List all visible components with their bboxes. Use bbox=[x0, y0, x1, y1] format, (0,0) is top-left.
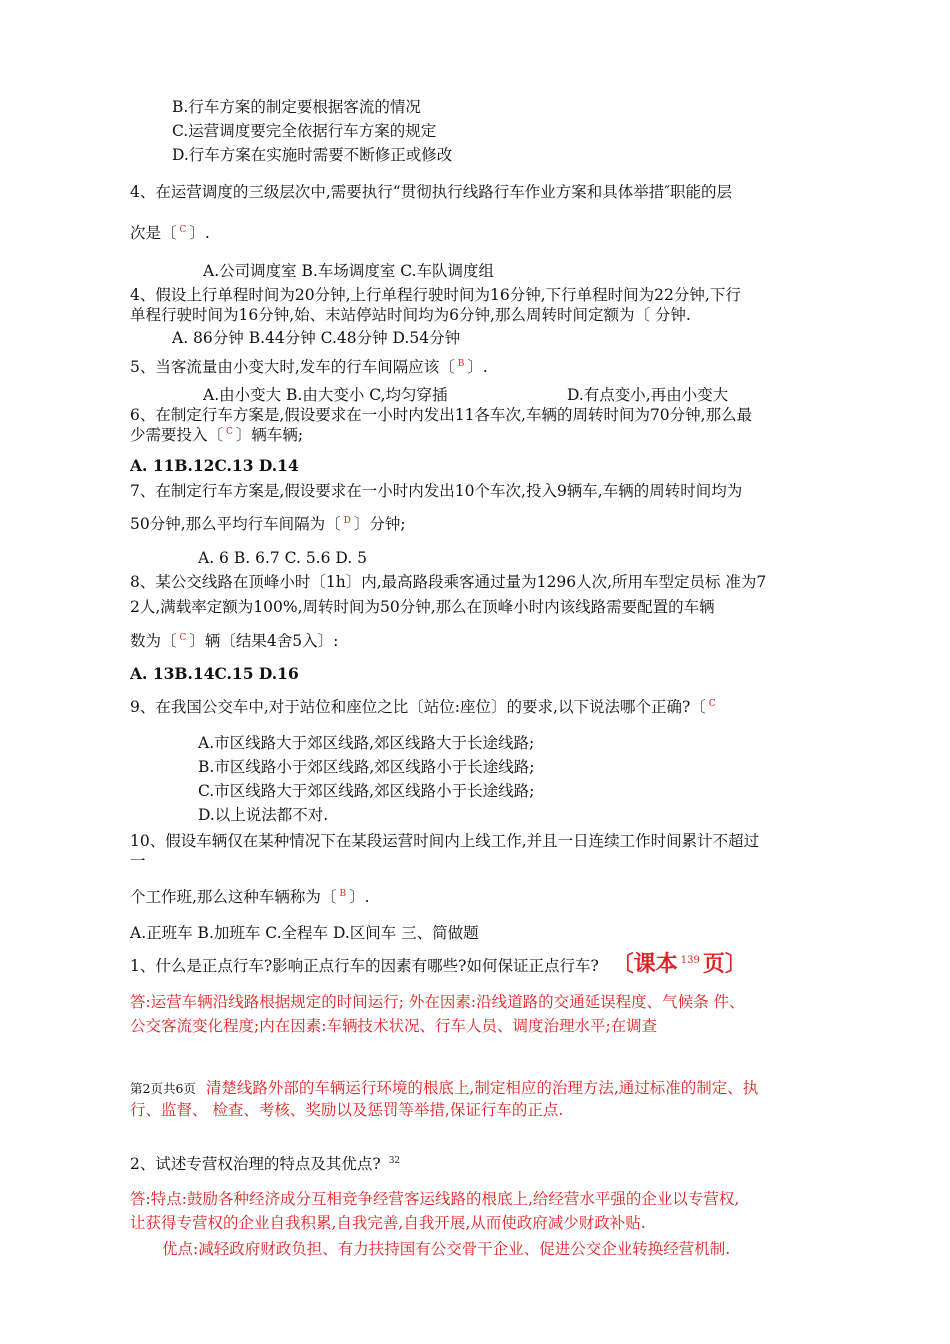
answer-2-line3: 优点:减轻政府财政负担、有力扶持国有公交骨干企业、促进公交企业转换经营机制. bbox=[162, 1240, 731, 1258]
question-6-line1: 6、在制定行车方案是,假设要求在一小时内发出11各车次,车辆的周转时间为70分钟,那么最 bbox=[130, 406, 753, 424]
question-5-answer: B bbox=[457, 359, 465, 369]
answer-1-line3-text: 清楚线路外部的车辆运行环境的根底上,制定相应的治理方法,通过标准的制定、执 bbox=[205, 1079, 759, 1097]
option-b-line: B.行车方案的制定要根据客流的情况 bbox=[172, 98, 421, 116]
question-9-option-a: A.市区线路大于郊区线路,郊区线路大于长途线路; bbox=[198, 734, 535, 752]
answer-2-line2: 让获得专营权的企业自我积累,自我完善,自我开展,从而使政府减少财政补贴. bbox=[130, 1214, 646, 1232]
question-5-options-abc: A.由小变大 B.由大变小 C,均匀穿插 bbox=[203, 386, 448, 404]
question-10-text: 个工作班,那么这种车辆称为〔 bbox=[130, 888, 337, 906]
question-4b-line1: 4、假设上行单程时间为20分钟,上行单程行驶时间为16分钟,下行单程时间为22分钟,下行 bbox=[130, 286, 741, 304]
question-4a-line1: 4、在运营调度的三级层次中,需要执行“贯彻执行线路行车作业方案和具体举措″职能的层 bbox=[130, 183, 733, 201]
textbook-reference bbox=[612, 951, 747, 977]
question-10-options: A.正班车 B.加班车 C.全程车 D.区间车 三、简做题 bbox=[130, 924, 479, 942]
question-4b-options: A. 86分钟 B.44分钟 C.48分钟 D.54分钟 bbox=[172, 329, 461, 347]
question-9-option-b: B.市区线路小于郊区线路,郊区线路小于长途线路; bbox=[198, 758, 535, 776]
short-question-2-text: 2、试述专营权治理的特点及其优点? bbox=[130, 1155, 381, 1173]
question-8-text: 数为〔 bbox=[130, 632, 177, 650]
answer-1-line4: 行、监督、 检查、考核、奖励以及惩罚等举措,保证行车的正点. bbox=[130, 1101, 564, 1119]
question-6-answer: C bbox=[226, 427, 233, 437]
short-question-1 bbox=[130, 951, 747, 977]
question-10-line1-wrap: 一 bbox=[130, 852, 146, 870]
question-10-text-end: 〕. bbox=[349, 888, 370, 906]
page-footer: 第2页共6页 bbox=[130, 1081, 196, 1096]
question-8-options: A. 13B.14C.15 D.16 bbox=[130, 664, 299, 683]
answer-1-line3 bbox=[130, 1078, 758, 1099]
question-4a-options: A.公司调度室 B.车场调度室 C.车队调度组 bbox=[203, 262, 495, 280]
question-5-option-d: D.有点变小,再由小变大 bbox=[567, 386, 729, 404]
short-question-1-text: 1、什么是正点行车?影响正点行车的因素有哪些?如何保证正点行车? bbox=[130, 957, 599, 975]
question-4b-line2: 单程行驶时间为16分钟,始、末站停站时间均为6分钟,那么周转时间定额为〔 分钟. bbox=[130, 306, 691, 324]
question-4a-text-end: 〕. bbox=[189, 224, 210, 242]
question-6-text-end: 〕辆车辆; bbox=[235, 426, 304, 444]
option-c-line: C.运营调度要完全依据行车方案的规定 bbox=[172, 122, 437, 140]
option-d-line: D.行车方案在实施时需要不断修正或修改 bbox=[172, 146, 453, 164]
question-10-line1: 10、假设车辆仅在某种情况下在某段运营时间内上线工作,并且一日连续工作时间累计不超过 bbox=[130, 832, 760, 850]
question-8-text-end: 〕辆〔结果4舍5入〕: bbox=[189, 632, 339, 650]
textbook-reference-page: 139 bbox=[680, 955, 700, 966]
question-10-answer: B bbox=[339, 889, 347, 899]
question-8-answer: C bbox=[179, 633, 187, 643]
question-8-line3 bbox=[130, 631, 338, 651]
answer-2-line1: 答:特点:鼓励各种经济成分互相竞争经营客运线路的根底上,给经营水平强的企业以专营权, bbox=[130, 1190, 740, 1208]
question-5-line bbox=[130, 357, 488, 377]
question-9-answer: C bbox=[708, 699, 716, 709]
question-7-line1: 7、在制定行车方案是,假设要求在一小时内发出10个车次,投入9辆车,车辆的周转时间均为 bbox=[130, 482, 743, 500]
answer-1-line1: 答:运营车辆沿线路根据规定的时间运行; 外在因素:沿线道路的交通延误程度、气候条 件、 bbox=[130, 993, 745, 1011]
question-9-line bbox=[130, 697, 719, 717]
question-6-line2 bbox=[130, 425, 303, 445]
textbook-reference-close: 页〕 bbox=[702, 951, 747, 977]
question-8-line2: 2人,满载率定额为100%,周转时间为50分钟,那么在顶峰小时内该线路需要配置的车辆 bbox=[130, 598, 715, 616]
question-9-option-d: D.以上说法都不对. bbox=[198, 806, 329, 824]
question-10-line2 bbox=[130, 887, 370, 907]
question-5-text-end: 〕. bbox=[467, 358, 488, 376]
question-7-options: A. 6 B. 6.7 C. 5.6 D. 5 bbox=[198, 549, 367, 567]
textbook-reference-open: 〔课本 bbox=[611, 951, 678, 977]
question-5-text: 5、当客流量由小变大时,发车的行车间隔应该〔 bbox=[130, 358, 455, 376]
question-8-line1: 8、某公交线路在顶峰小时〔1h〕内,最高路段乘客通过量为1296人次,所用车型定员标 准为7 bbox=[130, 573, 767, 591]
question-4a-text: 次是〔 bbox=[130, 224, 177, 242]
question-7-line2 bbox=[130, 514, 406, 534]
short-question-2 bbox=[130, 1154, 403, 1174]
question-4a-line2 bbox=[130, 223, 210, 243]
short-question-2-page-ref: 32 bbox=[388, 1156, 401, 1166]
question-9-option-c: C.市区线路大于郊区线路,郊区线路小于长途线路; bbox=[198, 782, 535, 800]
answer-1-line2: 公交客流变化程度;内在因素:车辆技术状况、行车人员、调度治理水平;在调查 bbox=[130, 1017, 658, 1035]
question-6-options: A. 11B.12C.13 D.14 bbox=[130, 456, 299, 475]
question-7-text: 50分钟,那么平均行车间隔为〔 bbox=[130, 515, 341, 533]
question-9-text: 9、在我国公交车中,对于站位和座位之比〔站位:座位〕的要求,以下说法哪个正确?〔 bbox=[130, 698, 706, 716]
question-7-text-end: 〕分钟; bbox=[353, 515, 406, 533]
question-6-text: 少需要投入〔 bbox=[130, 426, 224, 444]
question-4a-answer: C bbox=[179, 225, 187, 235]
question-7-answer: D bbox=[343, 516, 351, 526]
